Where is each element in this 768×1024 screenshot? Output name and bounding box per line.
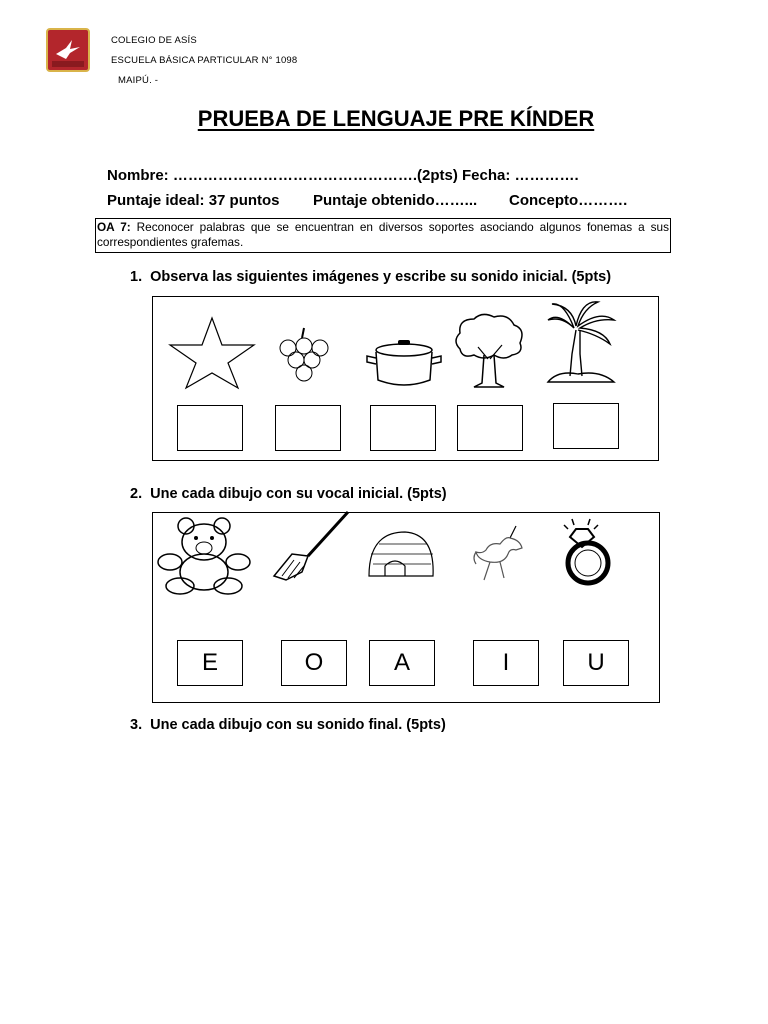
pot-icon xyxy=(365,336,443,390)
name-date-line: Nombre: ………………………………………….(2pts) Fecha: …………. xyxy=(107,167,579,184)
vowel-box-i[interactable]: I xyxy=(473,640,539,686)
school-type: ESCUELA BÁSICA PARTICULAR N° 1098 xyxy=(111,55,298,66)
vowel-box-a[interactable]: A xyxy=(369,640,435,686)
vowel-box-o[interactable]: O xyxy=(281,640,347,686)
answer-box-2[interactable] xyxy=(275,405,341,451)
concepto: Concepto………. xyxy=(509,192,628,209)
vowel-box-e[interactable]: E xyxy=(177,640,243,686)
question-2-text: Une cada dibujo con su vocal inicial. (5pts) xyxy=(150,486,447,502)
grapes-icon xyxy=(278,326,330,386)
answer-box-5[interactable] xyxy=(553,403,619,449)
unicorn-icon xyxy=(470,524,532,584)
broom-icon xyxy=(272,510,354,582)
answer-box-1[interactable] xyxy=(177,405,243,451)
school-name: COLEGIO DE ASÍS xyxy=(111,35,197,46)
question-3 xyxy=(130,717,446,733)
ring-icon xyxy=(556,517,616,589)
objective-box xyxy=(95,218,671,253)
puntaje-obtenido: Puntaje obtenido……... xyxy=(313,192,478,209)
question-1-number: 1. xyxy=(130,269,143,285)
puntaje-ideal: Puntaje ideal: 37 puntos xyxy=(107,192,280,209)
objective-text: Reconocer palabras que se encuentran en diversos soportes asociando algunos fonemas a sus correspondientes grafemas. xyxy=(97,220,669,249)
objective-label: OA 7: xyxy=(97,220,131,234)
star-icon xyxy=(168,316,256,390)
question-1-text: Observa las siguientes imágenes y escribe su sonido inicial. (5pts) xyxy=(150,269,612,285)
teddy-bear-icon xyxy=(154,516,254,596)
question-2 xyxy=(130,486,447,502)
vowel-box-u[interactable]: U xyxy=(563,640,629,686)
answer-box-4[interactable] xyxy=(457,405,523,451)
question-1 xyxy=(130,269,611,285)
tree-icon xyxy=(450,311,528,389)
palm-island-icon xyxy=(544,298,618,388)
igloo-icon xyxy=(365,530,437,578)
question-3-text: Une cada dibujo con su sonido final. (5pts) xyxy=(150,717,446,733)
school-logo xyxy=(46,28,90,72)
school-city: MAIPÚ. - xyxy=(118,75,159,86)
page-title: PRUEBA DE LENGUAJE PRE KÍNDER xyxy=(197,106,595,131)
question-2-number: 2. xyxy=(130,486,143,502)
question-3-number: 3. xyxy=(130,717,143,733)
answer-box-3[interactable] xyxy=(370,405,436,451)
